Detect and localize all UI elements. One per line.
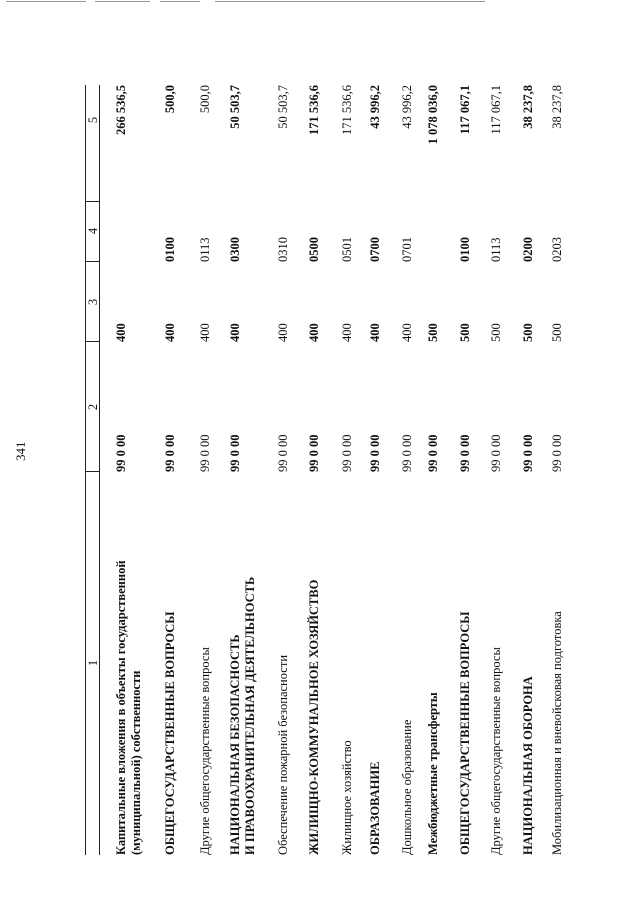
row-name: (муниципальной) собственности xyxy=(129,670,143,855)
row-name: Жилищное хозяйство xyxy=(340,740,354,855)
column-header-5: 5 xyxy=(86,116,100,124)
row-code-target: 99 0 00 xyxy=(400,434,414,472)
row-amount: 117 067,1 xyxy=(489,85,503,135)
row-name: ОБРАЗОВАНИЕ xyxy=(368,761,382,855)
column-header-3: 3 xyxy=(86,298,100,306)
row-code-target: 99 0 00 xyxy=(114,434,128,472)
row-code-target: 99 0 00 xyxy=(340,434,354,472)
row-code-type: 400 xyxy=(228,323,242,342)
row-code-type: 500 xyxy=(550,323,564,342)
row-code-section: 0100 xyxy=(458,237,472,262)
row-amount: 1 078 036,0 xyxy=(426,85,440,145)
row-code-section: 0500 xyxy=(307,237,321,262)
column-header-4: 4 xyxy=(86,227,100,235)
row-code-target: 99 0 00 xyxy=(426,434,440,472)
row-name: И ПРАВООХРАНИТЕЛЬНАЯ ДЕЯТЕЛЬНОСТЬ xyxy=(243,576,257,855)
row-code-type: 400 xyxy=(368,323,382,342)
row-code-target: 99 0 00 xyxy=(550,434,564,472)
header-divider-4 xyxy=(85,201,100,202)
row-amount: 500,0 xyxy=(198,85,212,114)
row-code-section: 0113 xyxy=(198,237,212,262)
row-code-section: 0200 xyxy=(521,237,535,262)
row-code-section: 0113 xyxy=(489,237,503,262)
row-code-section: 0501 xyxy=(340,237,354,262)
row-code-type: 400 xyxy=(198,323,212,342)
row-code-section: 0300 xyxy=(228,237,242,262)
column-header-1: 1 xyxy=(86,659,100,667)
row-code-type: 400 xyxy=(163,323,177,342)
scan-top-edge xyxy=(0,0,640,6)
row-name: Другие общегосударственные вопросы xyxy=(489,647,503,855)
row-code-section: 0700 xyxy=(368,237,382,262)
row-amount: 43 996,2 xyxy=(368,85,382,129)
row-name: Дошкольное образование xyxy=(400,719,414,855)
row-code-type: 400 xyxy=(340,323,354,342)
row-code-target: 99 0 00 xyxy=(198,434,212,472)
row-code-type: 400 xyxy=(114,323,128,342)
row-code-target: 99 0 00 xyxy=(276,434,290,472)
column-header-2: 2 xyxy=(86,403,100,411)
row-code-section: 0701 xyxy=(400,237,414,262)
row-amount: 43 996,2 xyxy=(400,85,414,129)
row-name: Другие общегосударственные вопросы xyxy=(198,647,212,855)
row-code-target: 99 0 00 xyxy=(489,434,503,472)
row-amount: 38 237,8 xyxy=(550,85,564,129)
row-code-type: 500 xyxy=(489,323,503,342)
row-code-target: 99 0 00 xyxy=(228,434,242,472)
row-code-target: 99 0 00 xyxy=(521,434,535,472)
row-code-type: 500 xyxy=(458,323,472,342)
row-name: Межбюджетные трансферты xyxy=(426,692,440,855)
row-code-target: 99 0 00 xyxy=(163,434,177,472)
row-code-type: 400 xyxy=(400,323,414,342)
row-code-type: 500 xyxy=(426,323,440,342)
row-code-section: 0203 xyxy=(550,237,564,262)
header-divider-3 xyxy=(85,261,100,262)
row-amount: 50 503,7 xyxy=(276,85,290,129)
row-amount: 38 237,8 xyxy=(521,85,535,129)
budget-table xyxy=(85,85,577,855)
row-name: ОБЩЕГОСУДАРСТВЕННЫЕ ВОПРОСЫ xyxy=(163,611,177,855)
row-amount: 171 536,6 xyxy=(307,85,321,135)
row-name: НАЦИОНАЛЬНАЯ БЕЗОПАСНОСТЬ xyxy=(228,634,242,855)
row-amount: 266 536,5 xyxy=(114,85,128,135)
row-name: Обеспечение пожарной безопасности xyxy=(276,654,290,855)
row-amount: 500,0 xyxy=(163,85,177,114)
row-amount: 50 503,7 xyxy=(228,85,242,129)
row-code-section: 0310 xyxy=(276,237,290,262)
row-name: НАЦИОНАЛЬНАЯ ОБОРОНА xyxy=(521,676,535,855)
row-amount: 171 536,6 xyxy=(340,85,354,135)
header-divider-1 xyxy=(85,471,100,472)
row-code-target: 99 0 00 xyxy=(307,434,321,472)
row-name: ЖИЛИЩНО-КОММУНАЛЬНОЕ ХОЗЯЙСТВО xyxy=(307,579,321,855)
row-name: Мобилизационная и вневойсковая подготовка xyxy=(550,611,564,855)
row-name: ОБЩЕГОСУДАРСТВЕННЫЕ ВОПРОСЫ xyxy=(458,611,472,855)
row-code-type: 500 xyxy=(521,323,535,342)
page-number: 341 xyxy=(13,441,28,461)
row-amount: 117 067,1 xyxy=(458,85,472,135)
row-code-type: 400 xyxy=(276,323,290,342)
row-code-section: 0100 xyxy=(163,237,177,262)
row-code-target: 99 0 00 xyxy=(458,434,472,472)
row-code-target: 99 0 00 xyxy=(368,434,382,472)
row-name: Капитальные вложения в объекты государственной xyxy=(114,560,128,855)
row-code-type: 400 xyxy=(307,323,321,342)
header-divider-2 xyxy=(85,341,100,342)
